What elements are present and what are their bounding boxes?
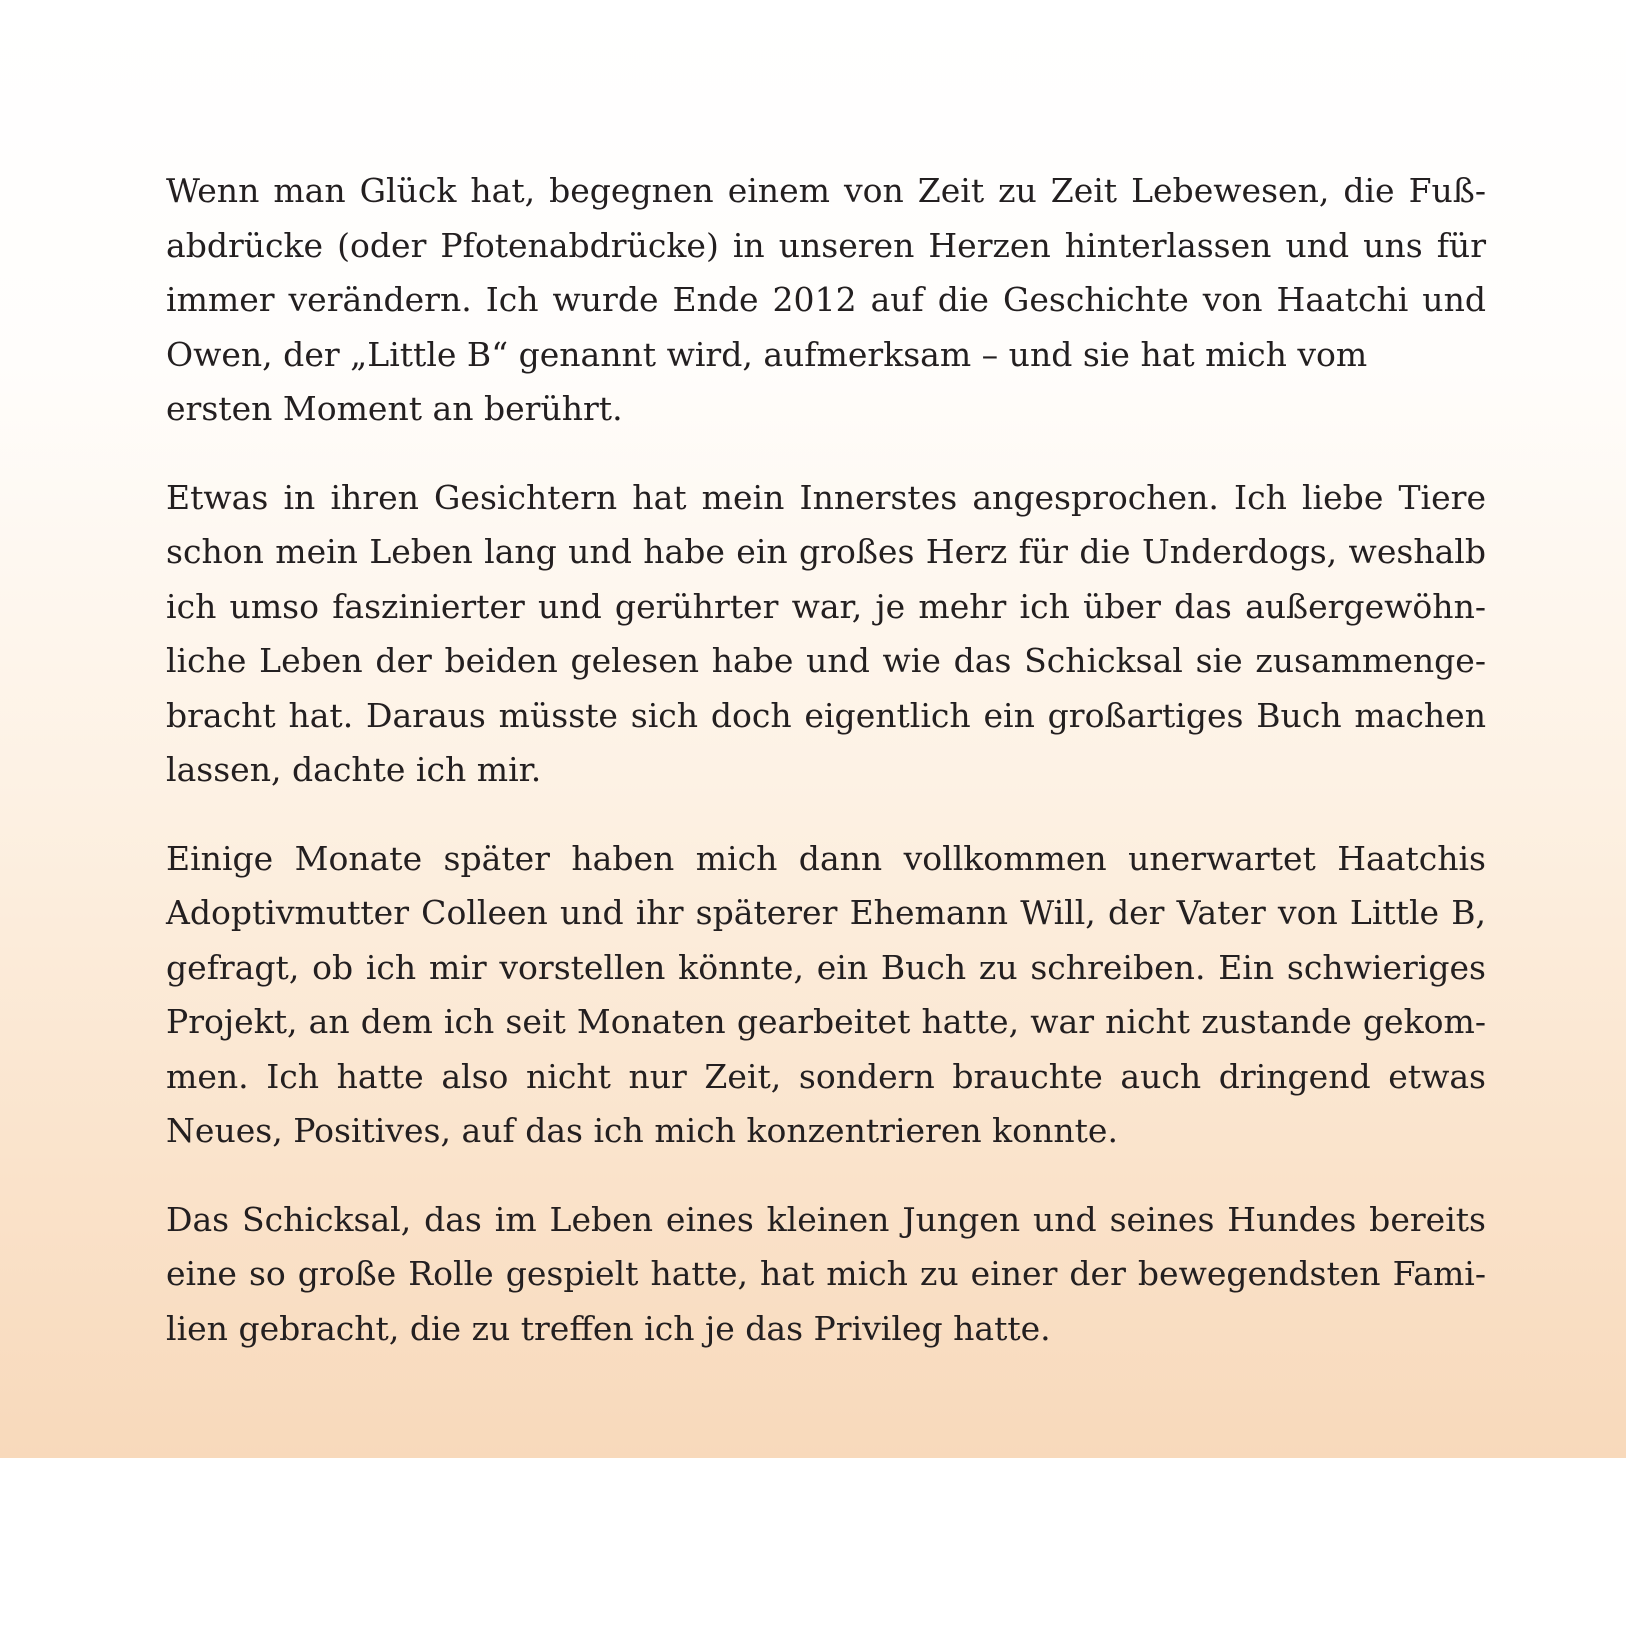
text-line: Neues, Positives, auf das ich mich konzentrieren konnte. xyxy=(166,1111,1118,1150)
text-line: Projekt, an dem ich seit Monaten gearbeitet hatte, war nicht zustande gekom- xyxy=(166,1002,1486,1041)
paragraph-2 xyxy=(166,471,1486,798)
text-line: Etwas in ihren Gesichtern hat mein Innerstes angesprochen. Ich liebe Tiere xyxy=(166,477,1486,517)
text-line: ersten Moment an berührt. xyxy=(166,389,623,428)
text-line: Owen, der „Little B“ genannt wird, aufmerksam – und sie hat mich vom xyxy=(166,334,1368,374)
text-line: Wenn man Glück hat, begegnen einem von Zeit zu Zeit Lebewesen, die Fuß- xyxy=(166,171,1486,210)
text-line: immer verändern. Ich wurde Ende 2012 auf die Geschichte von Haatchi und xyxy=(166,280,1486,319)
paragraph-1 xyxy=(166,164,1486,437)
text-line: gefragt, ob ich mir vorstellen könnte, ein Buch zu schreiben. Ein schwieriges xyxy=(166,947,1486,987)
text-line: lien gebracht, die zu treffen ich je das Privileg hatte. xyxy=(166,1308,1051,1348)
text-line: liche Leben der beiden gelesen habe und wie das Schicksal sie zusammenge- xyxy=(166,641,1486,680)
body-text xyxy=(166,164,1486,1390)
text-line: ich umso faszinierter und gerührter war, je mehr ich über das außergewöhn- xyxy=(166,586,1486,626)
text-line: Adoptivmutter Colleen und ihr späterer Ehemann Will, der Vater von Little B, xyxy=(166,893,1486,932)
text-line: Das Schicksal, das im Leben eines kleinen Jungen und seines Hundes bereits xyxy=(166,1199,1486,1239)
text-line: abdrücke (oder Pfotenabdrücke) in unseren Herzen hinterlassen und uns für xyxy=(166,225,1486,265)
text-line: schon mein Leben lang und habe ein großes Herz für die Underdogs, weshalb xyxy=(166,532,1486,571)
text-line: eine so große Rolle gespielt hatte, hat mich zu einer der bewegendsten Fami- xyxy=(166,1254,1486,1293)
text-line: Einige Monate später haben mich dann vollkommen unerwartet Haatchis xyxy=(166,838,1486,878)
text-line: bracht hat. Daraus müsste sich doch eigentlich ein großartiges Buch machen xyxy=(166,695,1486,735)
text-line: lassen, dachte ich mir. xyxy=(166,750,542,789)
text-line: men. Ich hatte also nicht nur Zeit, sondern brauchte auch dringend etwas xyxy=(166,1056,1486,1096)
paragraph-3 xyxy=(166,832,1486,1159)
paragraph-4 xyxy=(166,1193,1486,1357)
